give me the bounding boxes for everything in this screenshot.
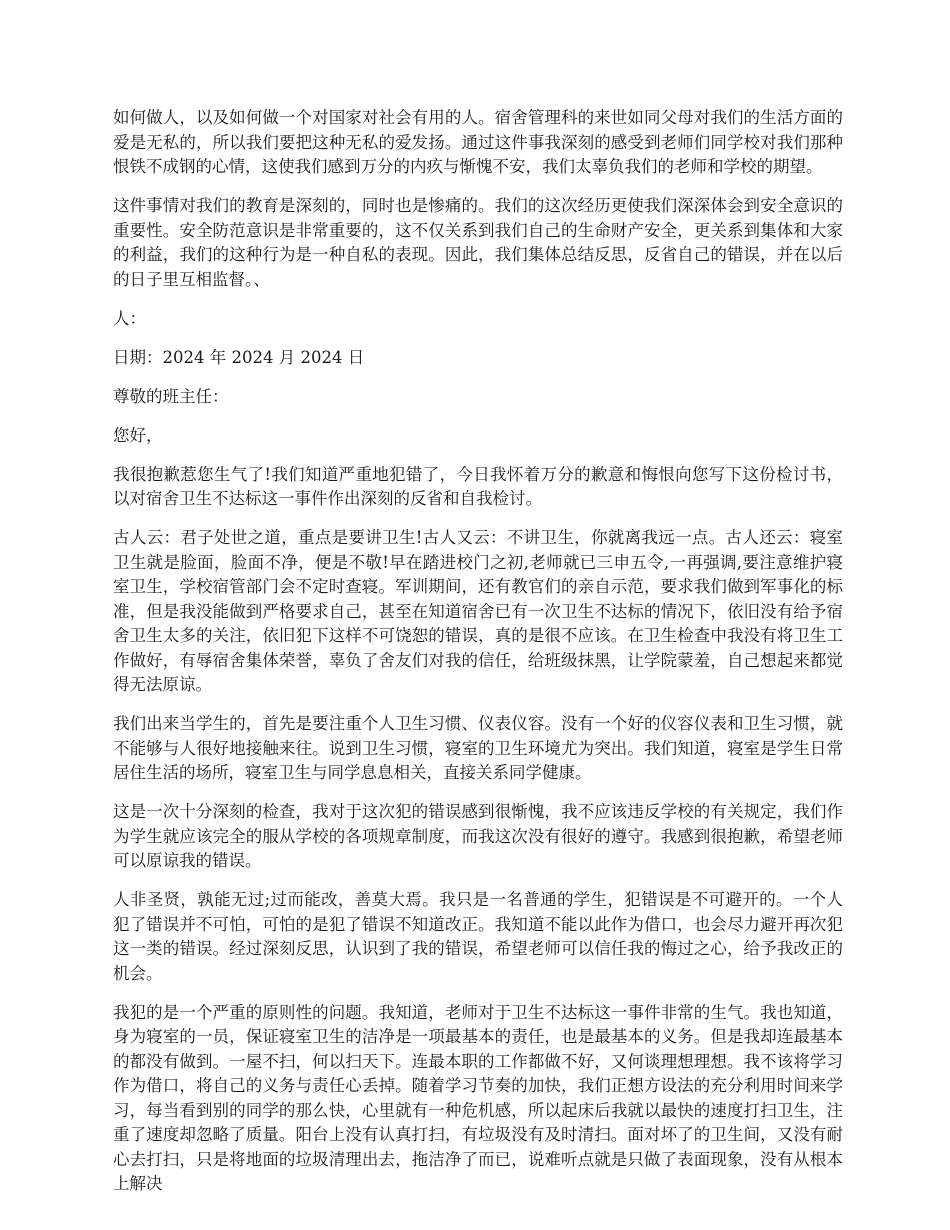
greeting: 您好， [113, 425, 163, 445]
paragraph-habits: 我们出来当学生的，首先是要注重个人卫生习惯、仪表仪容。没有一个好的仪容仪表和卫生习惯，就不能够与人很好地接触来往。说到卫生习惯，寝室的卫生环境尤为突出。我们知道，寝室是学生日常居住生活的场所，寝室卫生与同学息息相关，直接关系同学健康。 [113, 714, 843, 782]
paragraph-safety: 这件事情对我们的教育是深刻的，同时也是惨痛的。我们的这次经历更使我们深深体会到安全意识的重要性。安全防范意识是非常重要的，这不仅关系到我们自己的生命财产安全，更关系到集体和大家的利益，我们的这种行为是一种自私的表现。因此，我们集体总结反思，反省自己的错误，并在以后的日子里互相监督。、 [113, 196, 843, 289]
signature-line: 人： [113, 308, 146, 328]
paragraph-reflection: 这是一次十分深刻的检查，我对于这次犯的错误感到很惭愧，我不应该违反学校的有关规定，我们作为学生就应该完全的服从学校的各项规章制度，而我这次没有很好的遵守。我感到很抱歉，希望老师可以原谅我的错误。 [113, 802, 843, 870]
salutation: 尊敬的班主任： [113, 386, 229, 406]
document-body [113, 106, 843, 1197]
paragraph-apology: 我很抱歉惹您生气了!我们知道严重地犯错了，今日我怀着万分的歉意和悔恨向您写下这份检讨书，以对宿舍卫生不达标这一事件作出深刻的反省和自我检讨。 [113, 464, 843, 508]
paragraph-principle: 我犯的是一个严重的原则性的问题。我知道，老师对于卫生不达标这一事件非常的生气。我也知道，身为寝室的一员，保证寝室卫生的洁净是一项最基本的责任，也是最基本的义务。但是我却连最基本的都没有做到。一屋不扫，何以扫天下。连最本职的工作都做不好，又何谈理想理想。我不该将学习作为借口，将自己的义务与责任心丢掉。随着学习节奏的加快，我们正想方设法的充分利用时间来学习，每当看到别的同学的那么快，心里就有一种危机感，所以起床后我就以最快的速度打扫卫生，注重了速度却忽略了质量。阳台上没有认真打扫，有垃圾没有及时清扫。面对坏了的卫生间，又没有耐心去打扫，只是将地面的垃圾清理出去，拖洁净了而已，说难听点就是只做了表面现象，没有从根本上解决 [113, 1002, 843, 1193]
paragraph-intro: 如何做人，以及如何做一个对国家对社会有用的人。宿舍管理科的来世如同父母对我们的生活方面的爱是无私的，所以我们要把这种无私的爱发扬。通过这件事我深刻的感受到老师们同学校对我们那种恨铁不成钢的心情，这使我们感到万分的内疚与惭愧不安，我们太辜负我们的老师和学校的期望。 [113, 108, 843, 176]
date-line: 日期：2024 年 2024 月 2024 日 [113, 347, 365, 367]
paragraph-ancients: 古人云：君子处世之道，重点是要讲卫生!古人又云：不讲卫生，你就离我远一点。古人还云：寝室卫生就是脸面，脸面不净，便是不敬!早在踏进校门之初,老师就已三申五令,一再强调,要注意维护寝室卫生，学校宿管部门会不定时查寝。军训期间，还有教官们的亲自示范，要求我们做到军事化的标准，但是我没能做到严格要求自己，甚至在知道宿舍已有一次卫生不达标的情况下，依旧没有给予宿舍卫生太多的关注，依旧犯下这样不可饶恕的错误，真的是很不应该。在卫生检查中我没有将卫生工作做好，有辱宿舍集体荣誉，辜负了舍友们对我的信任，给班级抹黑，让学院蒙羞，自己想起来都觉得无法原谅。 [113, 528, 843, 694]
paragraph-sages: 人非圣贤，孰能无过;过而能改，善莫大焉。我只是一名普通的学生，犯错误是不可避开的。一个人犯了错误并不可怕，可怕的是犯了错误不知道改正。我知道不能以此作为借口，也会尽力避开再次犯这一类的错误。经过深刻反思，认识到了我的错误，希望老师可以信任我的悔过之心，给予我改正的机会。 [113, 890, 843, 983]
